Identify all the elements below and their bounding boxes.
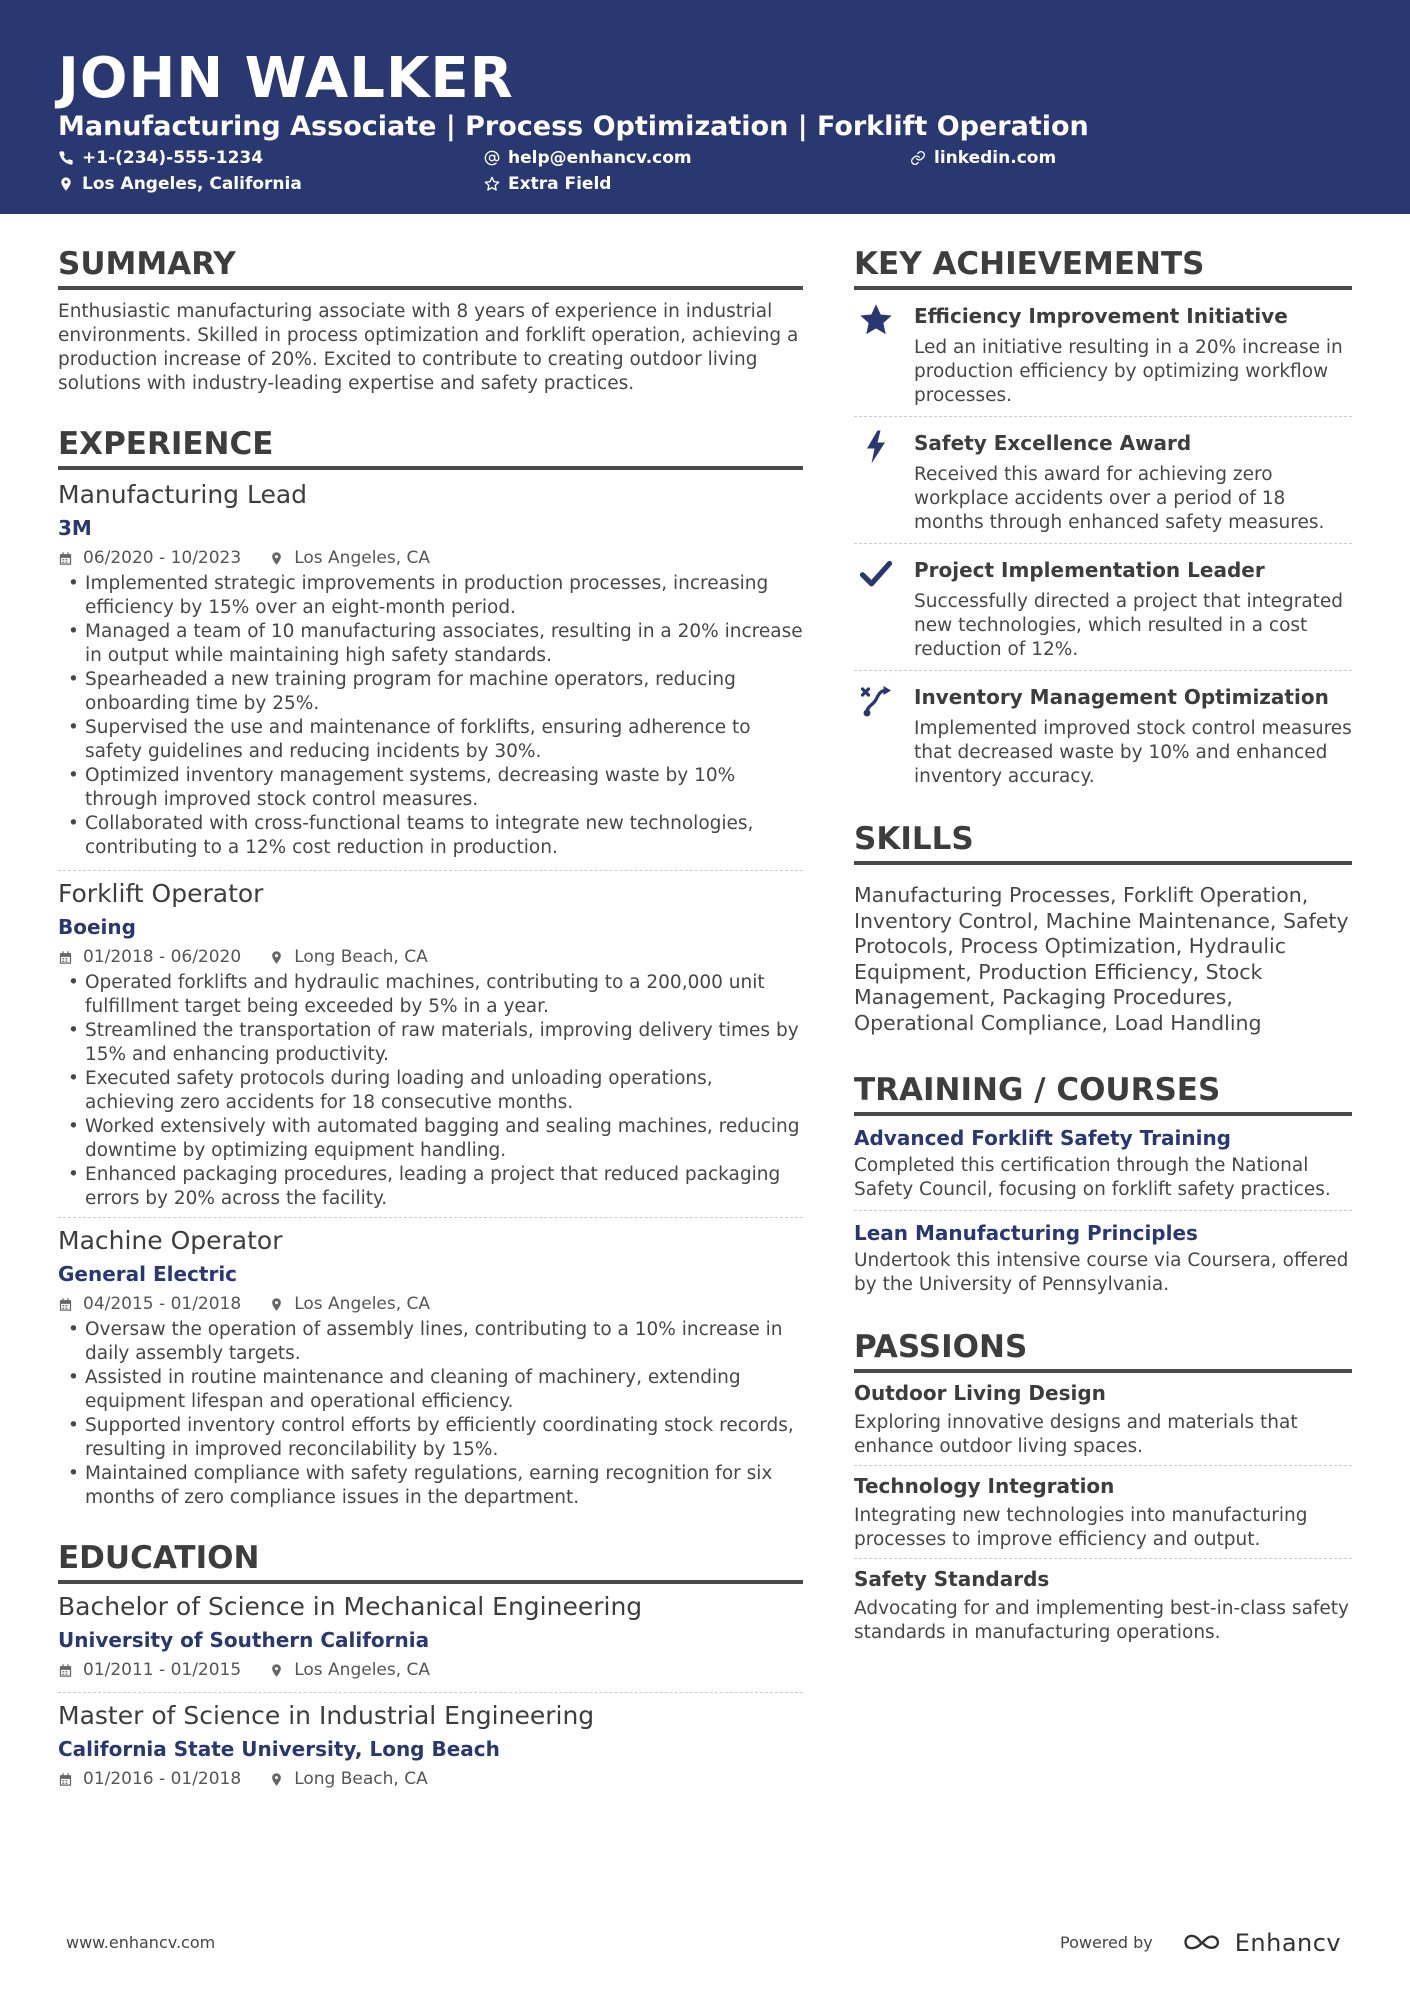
bullet-item: • Assisted in routine maintenance and cleaning of machinery, extending equipment lifespan and operational efficiency. <box>58 1366 803 1414</box>
job-dates: 04/2015 - 01/2018 <box>83 1294 242 1314</box>
contact-location <box>58 172 302 196</box>
job-meta <box>58 546 803 570</box>
location-pin-icon <box>269 950 284 965</box>
enhancv-logo-icon <box>1179 1930 1227 1956</box>
summary-section <box>58 244 803 396</box>
education-meta <box>58 1658 803 1682</box>
summary-text: Enthusiastic manufacturing associate with 8 years of experience in industrial environments. Skilled in process optimization and forklift operation, achieving a production increase of 20%. Excited to contribute to creating outdoor living solutions with industry-leading expertise and safety practices. <box>58 301 799 394</box>
education-heading: EDUCATION <box>58 1538 803 1584</box>
brand-name: Enhancv <box>1234 1929 1342 1957</box>
job-meta <box>58 1292 803 1316</box>
powered-by-label: Powered by <box>1060 1933 1153 1952</box>
bullet-item: • Oversaw the operation of assembly lines, contributing to a 10% increase in daily assembly targets. <box>58 1318 803 1366</box>
job-location <box>269 945 428 969</box>
footer-website[interactable]: www.enhancv.com <box>66 1933 216 1952</box>
education-dates: 01/2011 - 01/2015 <box>83 1660 242 1680</box>
achievement-title: Safety Excellence Award <box>914 431 1192 455</box>
experience-heading: EXPERIENCE <box>58 424 803 470</box>
location-pin-icon <box>269 1772 284 1787</box>
contact-email[interactable] <box>484 146 692 170</box>
skills-list: Manufacturing Processes, Forklift Operation, Inventory Control, Machine Maintenance, Safety Protocols, Process Optimization, Hydraulic Equipment, Production Efficiency, Stock Management, Packaging Procedures, Operational Compliance, Load Handling <box>854 883 1349 1035</box>
experience-item <box>58 871 803 1218</box>
bullet-item: • Managed a team of 10 manufacturing associates, resulting in a 20% increase in output while maintaining high safety standards. <box>58 620 803 668</box>
bullet-item: • Implemented strategic improvements in production processes, increasing efficiency by 15% over an eight-month period. <box>58 572 803 620</box>
course-item <box>854 1116 1352 1211</box>
training-heading: TRAINING / COURSES <box>854 1070 1352 1116</box>
job-meta <box>58 945 803 969</box>
resume-header <box>0 0 1410 214</box>
bullet-item: • Worked extensively with automated bagging and sealing machines, reducing downtime by optimizing equipment handling. <box>58 1115 803 1163</box>
bullet-item: • Supervised the use and maintenance of forklifts, ensuring adherence to safety guidelines and reducing incidents by 30%. <box>58 716 803 764</box>
passion-item <box>854 1559 1352 1651</box>
education-location-text: Long Beach, CA <box>294 1769 428 1789</box>
achievement-description: Implemented improved stock control measures that decreased waste by 10% and enhanced inventory accuracy. <box>914 718 1352 787</box>
course-title: Lean Manufacturing Principles <box>854 1221 1198 1245</box>
company-name: General Electric <box>58 1262 238 1286</box>
contact-linkedin-text: linkedin.com <box>934 148 1057 168</box>
achievement-description: Successfully directed a project that integrated new technologies, which resulted in a cost reduction of 12%. <box>914 591 1344 660</box>
job-bullets <box>58 572 803 860</box>
passion-item <box>854 1466 1352 1559</box>
bullet-item: • Executed safety protocols during loading and unloading operations, achieving zero accidents for 18 consecutive months. <box>58 1067 803 1115</box>
candidate-name: JOHN WALKER <box>58 46 514 111</box>
bullet-item: • Collaborated with cross-functional teams to integrate new technologies, contributing to a 12% cost reduction in production. <box>58 812 803 860</box>
education-location <box>269 1658 430 1682</box>
footer-branding[interactable] <box>1060 1928 1341 1958</box>
location-pin-icon <box>269 1297 284 1312</box>
job-title: Forklift Operator <box>58 879 264 908</box>
job-bullets <box>58 1318 803 1510</box>
star-outline-icon <box>484 176 500 192</box>
passions-section <box>854 1327 1352 1651</box>
bullet-item: • Enhanced packaging procedures, leading a project that reduced packaging errors by 20% across the facility. <box>58 1163 803 1211</box>
achievement-title: Project Implementation Leader <box>914 558 1265 582</box>
calendar-icon <box>58 551 73 566</box>
calendar-icon <box>58 1772 73 1787</box>
course-description: Completed this certification through the National Safety Council, focusing on forklift safety practices. <box>854 1155 1331 1200</box>
calendar-icon <box>58 1297 73 1312</box>
degree-title: Master of Science in Industrial Engineering <box>58 1701 595 1730</box>
job-location <box>269 1292 430 1316</box>
contact-phone[interactable] <box>58 146 263 170</box>
job-bullets <box>58 971 803 1211</box>
training-section <box>854 1070 1352 1305</box>
company-name: 3M <box>58 516 92 540</box>
passion-title: Technology Integration <box>854 1474 1115 1498</box>
degree-title: Bachelor of Science in Mechanical Engineering <box>58 1592 643 1621</box>
candidate-title: Manufacturing Associate | Process Optimization | Forklift Operation <box>58 111 1089 142</box>
education-dates: 01/2016 - 01/2018 <box>83 1769 242 1789</box>
achievement-item <box>854 671 1352 797</box>
skills-section <box>854 819 1352 1036</box>
achievement-description: Received this award for achieving zero workplace accidents over a period of 18 months through enhanced safety measures. <box>914 464 1325 533</box>
school-name: University of Southern California <box>58 1628 430 1652</box>
experience-section <box>58 424 803 1510</box>
contact-phone-text: +1-(234)-555-1234 <box>82 148 264 168</box>
achievement-item <box>854 417 1352 544</box>
contact-extra <box>484 172 611 196</box>
job-location-text: Los Angeles, CA <box>294 1294 431 1314</box>
phone-icon <box>58 150 74 166</box>
location-pin-icon <box>58 176 74 192</box>
job-location-text: Long Beach, CA <box>294 947 428 967</box>
passion-description: Advocating for and implementing best-in-class safety standards in manufacturing operations. <box>854 1598 1350 1643</box>
contact-linkedin[interactable] <box>910 146 1056 170</box>
checkmark-icon <box>854 556 914 662</box>
passion-description: Exploring innovative designs and materials that enhance outdoor living spaces. <box>854 1412 1298 1457</box>
bullet-item: • Maintained compliance with safety regulations, earning recognition for six months of zero compliance issues in the department. <box>58 1462 803 1510</box>
experience-item <box>58 1218 803 1510</box>
achievement-description: Led an initiative resulting in a 20% increase in production efficiency by optimizing workflow processes. <box>914 337 1343 406</box>
achievement-title: Inventory Management Optimization <box>914 685 1329 709</box>
education-location-text: Los Angeles, CA <box>294 1660 431 1680</box>
job-title: Manufacturing Lead <box>58 480 308 509</box>
company-name: Boeing <box>58 915 136 939</box>
achievement-item <box>854 544 1352 671</box>
summary-heading: SUMMARY <box>58 244 803 290</box>
right-column <box>854 244 1352 1651</box>
job-location-text: Los Angeles, CA <box>294 548 431 568</box>
course-item <box>854 1211 1352 1305</box>
route-icon <box>854 683 914 789</box>
education-location <box>269 1767 428 1791</box>
course-description: Undertook this intensive course via Coursera, offered by the University of Pennsylvania. <box>854 1250 1349 1295</box>
passions-heading: PASSIONS <box>854 1327 1352 1373</box>
skills-heading: SKILLS <box>854 819 1352 865</box>
passion-title: Outdoor Living Design <box>854 1381 1106 1405</box>
contact-email-text: help@enhancv.com <box>508 148 692 168</box>
achievements-heading: KEY ACHIEVEMENTS <box>854 244 1352 290</box>
at-icon <box>484 150 500 166</box>
education-item <box>58 1584 803 1693</box>
education-meta <box>58 1767 803 1791</box>
link-icon <box>910 150 926 166</box>
bullet-item: • Spearheaded a new training program for machine operators, reducing onboarding time by 25%. <box>58 668 803 716</box>
passion-title: Safety Standards <box>854 1567 1050 1591</box>
location-pin-icon <box>269 1663 284 1678</box>
achievements-section <box>854 244 1352 797</box>
school-name: California State University, Long Beach <box>58 1737 500 1761</box>
achievement-title: Efficiency Improvement Initiative <box>914 304 1288 328</box>
contact-extra-text: Extra Field <box>508 174 612 194</box>
bullet-item: • Operated forklifts and hydraulic machines, contributing to a 200,000 unit fulfillment target being exceeded by 5% in a year. <box>58 971 803 1019</box>
star-icon <box>854 302 914 408</box>
education-item <box>58 1693 803 1791</box>
job-title: Machine Operator <box>58 1226 283 1255</box>
achievement-item <box>854 290 1352 417</box>
bullet-item: • Streamlined the transportation of raw materials, improving delivery times by 15% and enhancing productivity. <box>58 1019 803 1067</box>
course-title: Advanced Forklift Safety Training <box>854 1126 1231 1150</box>
calendar-icon <box>58 950 73 965</box>
education-section <box>58 1538 803 1791</box>
lightning-icon <box>854 429 914 535</box>
bullet-item: • Optimized inventory management systems, decreasing waste by 10% through improved stock control measures. <box>58 764 803 812</box>
left-column <box>58 244 803 1791</box>
passion-description: Integrating new technologies into manufacturing processes to improve efficiency and output. <box>854 1505 1308 1550</box>
contact-location-text: Los Angeles, California <box>82 174 302 194</box>
bullet-item: • Supported inventory control efforts by efficiently coordinating stock records, resulting in improved reconcilability by 15%. <box>58 1414 803 1462</box>
calendar-icon <box>58 1663 73 1678</box>
passion-item <box>854 1373 1352 1466</box>
job-dates: 06/2020 - 10/2023 <box>83 548 242 568</box>
job-dates: 01/2018 - 06/2020 <box>83 947 242 967</box>
job-location <box>269 546 430 570</box>
location-pin-icon <box>269 551 284 566</box>
experience-item <box>58 470 803 871</box>
